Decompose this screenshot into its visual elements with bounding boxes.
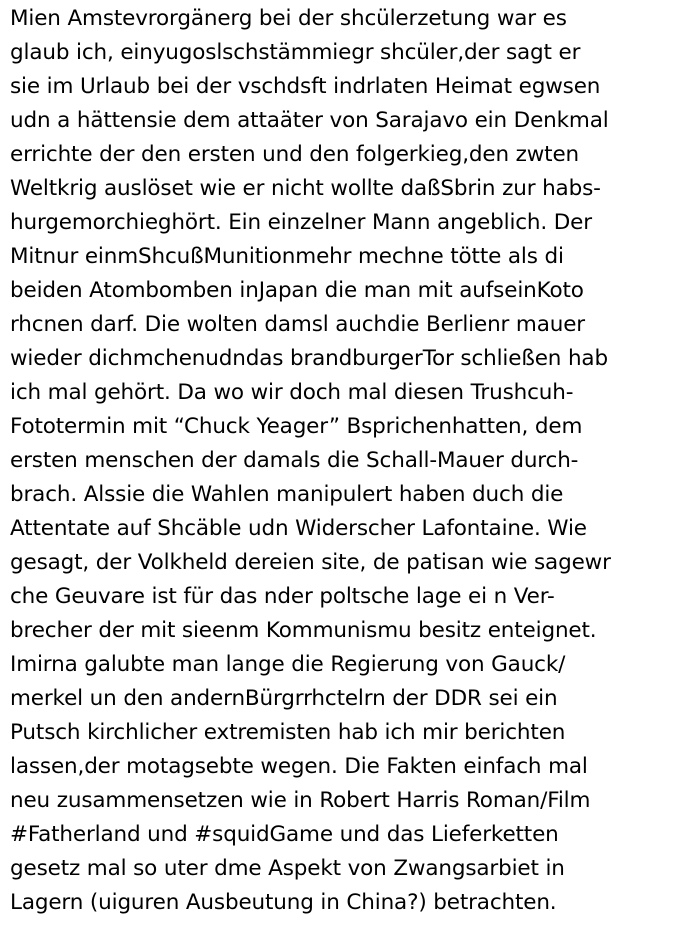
text-line: Fototermin mit “Chuck Yeager” Bsprichenhatten, dem <box>10 414 583 439</box>
text-line: che Geuvare ist für das nder poltsche lage ei n Ver- <box>10 584 555 609</box>
text-line: Imirna galubte man lange die Regierung von Gauck/ <box>10 652 566 677</box>
text-line: neu zusammensetzen wie in Robert Harris Roman/Film <box>10 788 591 813</box>
text-line: rhcnen darf. Die wolten damsl auchdie Berlienr mauer <box>10 312 585 337</box>
text-line: merkel un den andernBürgrrhctelrn der DDR sei ein <box>10 686 558 711</box>
text-line: Weltkrig auslöset wie er nicht wollte daßSbrin zur habs- <box>10 176 601 201</box>
text-line: hurgemorchieghört. Ein einzelner Mann angeblich. Der <box>10 210 592 235</box>
text-line: #Fatherland und #squidGame und das Lieferketten <box>10 822 559 847</box>
text-line: Mitnur einmShcußMunitionmehr mechne tötte als di <box>10 244 564 269</box>
text-line: gesagt, der Volkheld dereien site, de patisan wie sagewr <box>10 550 611 575</box>
text-line: errichte der den ersten und den folgerkieg,den zwten <box>10 142 580 167</box>
text-line: Mien Amstevrorgänerg bei der shcülerzetung war es <box>10 6 567 31</box>
text-line: sie im Urlaub bei der vschdsft indrlaten Heimat egwsen <box>10 74 601 99</box>
text-line: Putsch kirchlicher extremisten hab ich mir berichten <box>10 720 566 745</box>
text-line: brecher der mit sieenm Kommunismu besitz enteignet. <box>10 618 597 643</box>
text-line: brach. Alssie die Wahlen manipulert haben duch die <box>10 482 564 507</box>
text-line: wieder dichmchenudndas brandburgerTor schließen hab <box>10 346 608 371</box>
text-line: Lagern (uiguren Ausbeutung in China?) betrachten. <box>10 890 557 915</box>
text-line: udn a hättensie dem attaäter von Sarajavo ein Denkmal <box>10 108 609 133</box>
text-line: lassen,der motagsebte wegen. Die Fakten einfach mal <box>10 754 588 779</box>
text-line: glaub ich, einyugoslschstämmiegr shcüler,der sagt er <box>10 40 581 65</box>
text-line: Attentate auf Shcäble udn Widerscher Lafontaine. Wie <box>10 516 587 541</box>
text-line: gesetz mal so uter dme Aspekt von Zwangsarbiet in <box>10 856 565 881</box>
text-line: beiden Atombomben inJapan die man mit aufseinKoto <box>10 278 584 303</box>
body-text <box>10 2 682 920</box>
text-line: ich mal gehört. Da wo wir doch mal diesen Trushcuh- <box>10 380 574 405</box>
text-line: ersten menschen der damals die Schall-Mauer durch- <box>10 448 579 473</box>
